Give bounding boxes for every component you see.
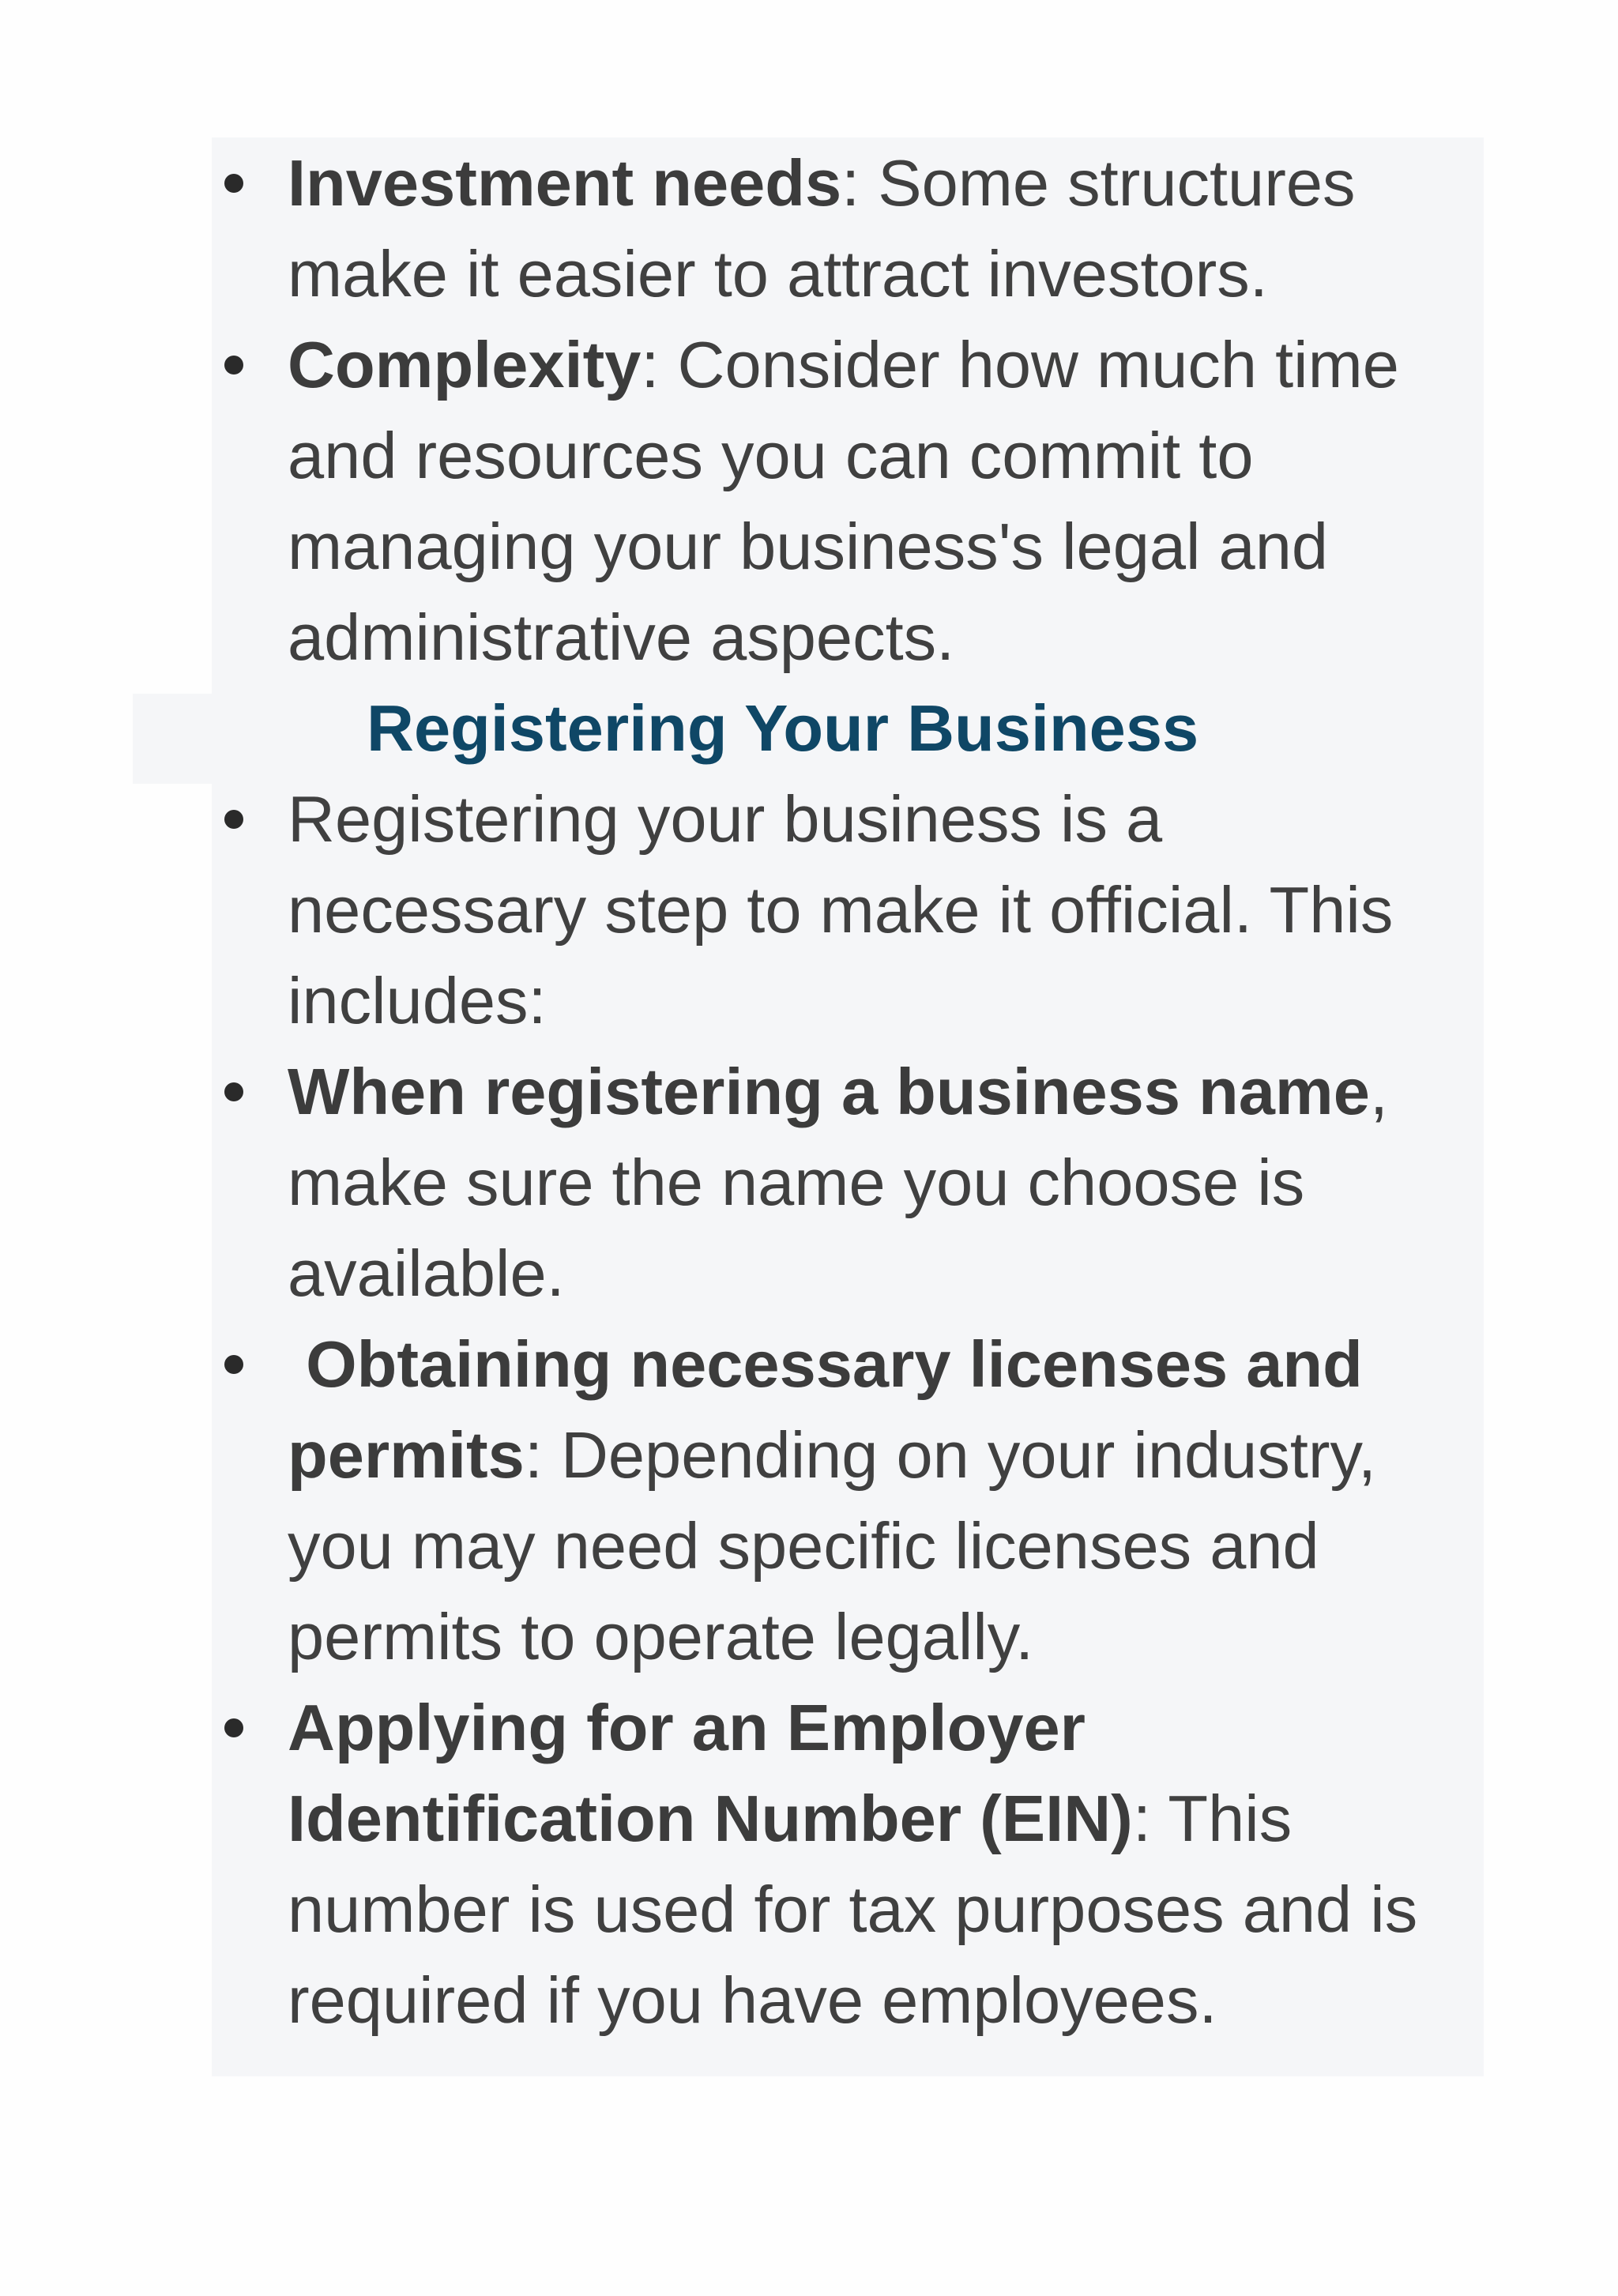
- list-item-term: When registering a business name: [288, 1055, 1370, 1128]
- bullet-icon: [224, 1718, 243, 1737]
- bullet-icon: [224, 1355, 243, 1374]
- section-heading: Registering Your Business: [367, 691, 1199, 765]
- bullet-icon: [224, 1082, 243, 1101]
- bullet-icon: [224, 356, 243, 375]
- list-item-text: , make sure the name you choose is available.: [288, 1055, 1388, 1310]
- list-item-term: Obtaining necessary licenses and permits: [288, 1327, 1381, 1492]
- bullet-icon: [224, 810, 243, 829]
- list-item: [212, 773, 1484, 1046]
- list-item: [212, 1682, 1484, 2046]
- list-item-text: : This number is used for tax purposes and is required if you have employees.: [288, 1782, 1418, 2037]
- list-item: [212, 319, 1484, 683]
- list-item-text: : Some structures make it easier to attract investors.: [288, 146, 1356, 311]
- list-item-term: Applying for an Employer Identification Number (EIN): [288, 1691, 1133, 1855]
- list-item-term: Complexity: [288, 328, 642, 401]
- list-item-text: : Consider how much time and resources you can commit to managing your business's legal and administrative aspects.: [288, 328, 1399, 674]
- heading-panel-extension: [133, 694, 212, 784]
- list-item-text: : Depending on your industry, you may need specific licenses and permits to operate legally.: [288, 1418, 1376, 1673]
- list-item-text: Registering your business is a necessary step to make it official. This includes:: [288, 782, 1394, 1037]
- registration-steps-list: [212, 773, 1484, 2046]
- list-item-term: Investment needs: [288, 146, 842, 220]
- structure-considerations-list: [212, 137, 1484, 683]
- document-content: [212, 137, 1484, 2046]
- list-item: [212, 137, 1484, 319]
- list-item: [212, 1046, 1484, 1319]
- list-item: [212, 1319, 1484, 1682]
- bullet-icon: [224, 174, 243, 193]
